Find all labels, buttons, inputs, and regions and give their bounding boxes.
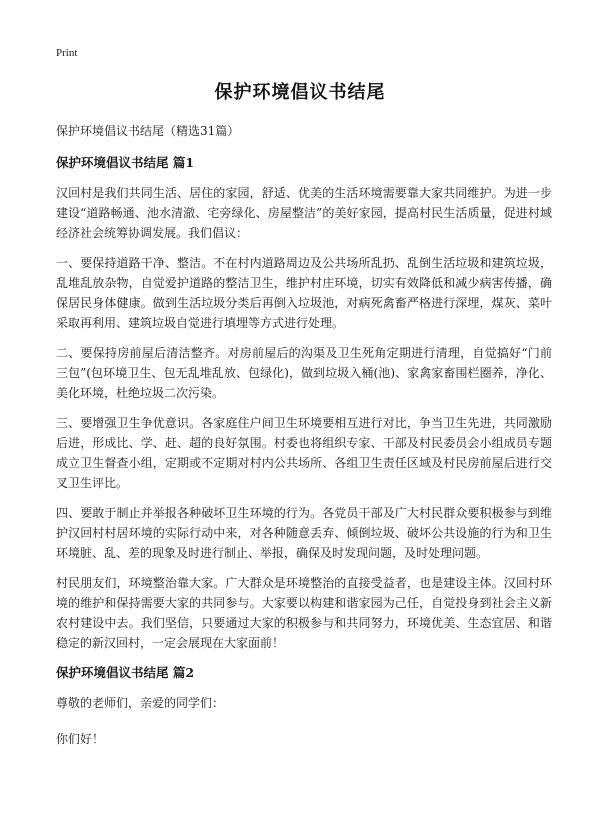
paragraph-salutation: 尊敬的老师们，亲爱的同学们： xyxy=(56,696,225,710)
paragraph-item-3: 三、要增强卫生争优意识。各家庭住户间卫生环境要相互进行对比，争当卫生先进，共同激励后进，形成比、学、赶、超的良好氛围。村委也将组织专家、干部及村民委员会小组成员专题成立卫生督查小组，定期或不定期对村内公共场所、各组卫生责任区域及村民房前屋后进行交叉卫生评比。 xyxy=(56,416,552,490)
section-heading-1: 保护环境倡议书结尾 篇1 xyxy=(56,155,195,170)
paragraph-greeting: 你们好！ xyxy=(56,732,105,746)
paragraph-item-4: 四、要敢于制止并举报各种破坏卫生环境的行为。各党员干部及广大村民群众要积极参与到维护汉回村村居环境的实际行动中来，对各种随意丢弃、倾倒垃圾、破坏公共设施的行为和卫生环境脏、乱、差的现象及时进行制止、举报，确保及时发现问题，及时处理问题。 xyxy=(56,506,552,560)
print-link[interactable]: Print xyxy=(56,47,78,59)
document-subtitle: 保护环境倡议书结尾（精选31篇） xyxy=(56,124,240,138)
paragraph-item-2: 二、要保持房前屋后清洁整齐。对房前屋后的沟渠及卫生死角定期进行清理，自觉搞好“门前三包”(包环境卫生、包无乱堆乱放、包绿化)，做到垃圾入桶(池)、家禽家畜围栏圈养，净化、美化环境，杜绝垃圾二次污染。 xyxy=(56,346,552,400)
document-body xyxy=(56,121,552,765)
paragraph-item-1: 一、要保持道路干净、整洁。不在村内道路周边及公共场所乱扔、乱倒生活垃圾和建筑垃圾，乱堆乱放杂物，自觉爱护道路的整洁卫生，维护村庄环境，切实有效降低和减少病害传播，确保居民身体健康。做到生活垃圾分类后再倒入垃圾池，对病死禽畜严格进行深埋，煤灰、菜叶采取再利用、建筑垃圾自觉进行填埋等方式进行处理。 xyxy=(56,256,552,330)
paragraph-intro: 汉回村是我们共同生活、居住的家园，舒适、优美的生活环境需要靠大家共同维护。为进一步建设“道路畅通、池水清澈、宅旁绿化、房屋整洁”的美好家园，提高村民生活质量，促进村域经济社会统筹协调发展。我们倡议： xyxy=(56,186,552,240)
paragraph-closing: 村民朋友们，环境整治靠大家。广大群众是环境整治的直接受益者，也是建设主体。汉回村环境的维护和保持需要大家的共同参与。大家要以构建和谐家园为己任，自觉投身到社会主义新农村建设中去。我们坚信，只要通过大家的积极参与和共同努力，环境优美、生态宜居、和谐稳定的新汉回村，一定会展现在大家面前！ xyxy=(56,576,552,650)
page-title: 保护环境倡议书结尾 xyxy=(214,82,386,103)
section-heading-2: 保护环境倡议书结尾 篇2 xyxy=(56,665,195,680)
